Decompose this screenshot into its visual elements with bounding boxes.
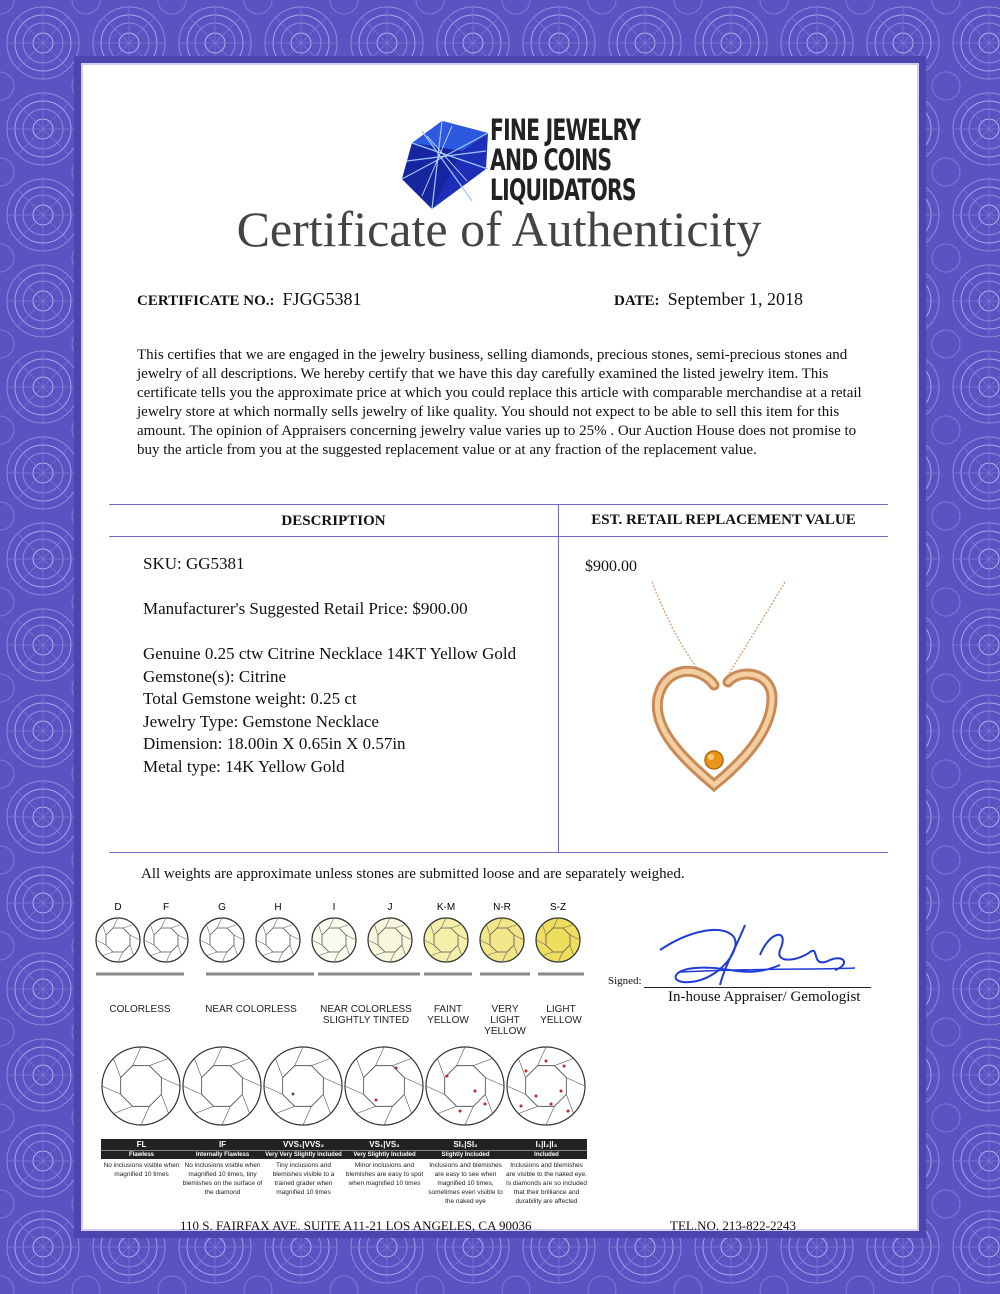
footer-phone: TEL.NO. 213-822-2243: [670, 1218, 797, 1233]
weights-note: All weights are approximate unless stones are submitted loose and are separately weighed.: [141, 866, 685, 882]
clarity-name: Internally Flawless: [182, 1150, 263, 1159]
inclusion-mark: [474, 1090, 477, 1093]
clarity-code: VS₁|VS₂: [344, 1139, 425, 1150]
logo-wordmark: [490, 115, 640, 205]
inclusion-mark: [395, 1067, 398, 1070]
clarity-grade: [182, 1139, 263, 1197]
logo-line-1: FINE JEWELRY: [490, 113, 641, 147]
inclusion-mark: [484, 1103, 487, 1106]
clarity-grade: [506, 1139, 587, 1206]
inclusion-mark: [545, 1060, 548, 1063]
table-header-rule: [109, 536, 888, 537]
detail-line: Metal type: 14K Yellow Gold: [143, 756, 345, 776]
inclusion-mark: [560, 1090, 563, 1093]
clarity-name: Included: [506, 1150, 587, 1159]
detail-line: Jewelry Type: Gemstone Necklace: [143, 711, 379, 731]
certificate-number-label: CERTIFICATE NO.:: [137, 293, 275, 309]
color-grade-label: I: [332, 902, 336, 913]
inclusion-mark: [459, 1110, 462, 1113]
inclusion-mark: [550, 1103, 553, 1106]
color-category-label: NEAR COLORLESS SLIGHTLY TINTED: [320, 1004, 412, 1026]
clarity-code: IF: [182, 1139, 263, 1150]
inclusion-mark: [520, 1105, 523, 1108]
clarity-description: Tiny inclusions and blemishes visible to a trained grader when magnified 10 times: [272, 1162, 335, 1196]
color-category-label: NEAR COLORLESS: [205, 1004, 297, 1015]
color-category-label: VERY LIGHT YELLOW: [484, 1004, 526, 1037]
clarity-description: Inclusions and blemishes are easy to see when magnified 10 times, sometimes even visible to the naked eye: [428, 1162, 503, 1205]
color-grade-gems: [90, 898, 590, 978]
color-grade-label: S-Z: [549, 902, 567, 913]
color-grade-label: F: [162, 902, 170, 913]
detail-line: Total Gemstone weight: 0.25 ct: [143, 689, 357, 708]
color-category-label: FAINT YELLOW: [427, 1004, 469, 1026]
color-category-label: COLORLESS: [109, 1004, 171, 1015]
signed-label: Signed:: [608, 975, 642, 987]
clarity-description: No inclusions visible when magnified 10 times, tiny blemishes on the surface of the diamond: [182, 1162, 263, 1196]
clarity-code: I₁|I₂|I₃: [506, 1139, 587, 1150]
color-grade-label: H: [274, 902, 282, 913]
detail-line: Gemstone(s): Citrine: [143, 666, 287, 686]
sku: SKU: GG5381: [143, 554, 245, 573]
clarity-grade: [101, 1139, 182, 1179]
certificate-number: FJGG5381: [282, 289, 362, 309]
color-grade-label: J: [387, 902, 393, 913]
color-grade-label: D: [114, 902, 122, 913]
logo-line-3: LIQUIDATORS: [490, 173, 636, 207]
detail-line: Dimension: 18.00in X 0.65in X 0.57in: [143, 734, 406, 753]
item-details: [143, 643, 516, 778]
clarity-code: FL: [101, 1139, 182, 1150]
signature-line: [644, 987, 871, 988]
clarity-name: Very Slightly Included: [344, 1150, 425, 1159]
clarity-code: SI₁|SI₂: [425, 1139, 506, 1150]
clarity-code: VVS₁|VVS₂: [263, 1139, 344, 1150]
gem-logo-icon: [402, 121, 490, 211]
date-label: DATE:: [614, 293, 660, 309]
inclusion-mark: [292, 1093, 295, 1096]
inclusion-mark: [375, 1099, 378, 1102]
intro-paragraph: This certifies that we are engaged in the jewelry business, selling diamonds, precious stones, semi-precious stones and jewelry of all descriptions. We hereby certify that we have this day carefully examined the listed jewelry item. This certificate tells you the approximate price at which you could replace this article with comparable merchandise at a retail jewelry store at which normally sells jewelry of like quality. You should not expect to be able to sell this item for this amount. The opinion of Appraisers concerning jewelry value varies up to 25% . Our Auction House does not promise to buy the article from you at the suggested replacement value or at any fraction of the replacement value.: [137, 347, 862, 458]
replacement-value: $900.00: [585, 558, 637, 575]
clarity-description: No inclusions visible when magnified 10 times: [103, 1162, 180, 1178]
color-grade-label: G: [218, 902, 226, 913]
clarity-name: Flawless: [101, 1150, 182, 1159]
certificate-sheet: [90, 70, 908, 1220]
color-grade-label: N-R: [493, 902, 511, 913]
certificate-date: September 1, 2018: [667, 289, 804, 309]
color-grade-scale: [90, 898, 590, 1018]
color-category-label: LIGHT YELLOW: [540, 1004, 582, 1026]
msrp: Manufacturer's Suggested Retail Price: $900.00: [143, 599, 468, 618]
appraiser-title: In-house Appraiser/ Gemologist: [668, 989, 861, 1005]
color-grade-label: K-M: [436, 902, 456, 913]
date-row: [614, 289, 803, 310]
detail-line: Genuine 0.25 ctw Citrine Necklace 14KT Yellow Gold: [143, 644, 517, 663]
table-column-divider: [558, 504, 559, 852]
clarity-description: Inclusions and blemishes are visible to the naked eye. Is diamonds are so included that their brilliance and durability are affected: [506, 1162, 587, 1205]
inclusion-mark: [563, 1065, 566, 1068]
certificate-number-row: [137, 289, 362, 310]
inclusion-mark: [446, 1075, 449, 1078]
value-header: EST. RETAIL REPLACEMENT VALUE: [591, 512, 856, 528]
clarity-grade: [263, 1139, 344, 1197]
clarity-grade: [344, 1139, 425, 1188]
clarity-grade: [425, 1139, 506, 1206]
table-bottom-rule: [109, 852, 888, 853]
inclusion-mark: [535, 1095, 538, 1098]
inclusion-mark: [525, 1070, 528, 1073]
clarity-description: Minor inclusions and blemishes are easy to spot when magnified 10 times: [345, 1162, 424, 1187]
clarity-name: Slightly Included: [425, 1150, 506, 1159]
footer-address: 110 S. FAIRFAX AVE. SUITE A11-21 LOS ANGELES, CA 90036: [180, 1218, 532, 1233]
clarity-diagrams: [90, 1034, 590, 1138]
necklace-image: [630, 580, 800, 810]
description-header: DESCRIPTION: [281, 513, 386, 529]
logo-line-2: AND COINS: [490, 143, 612, 177]
certificate-title: Certificate of Authenticity: [236, 201, 762, 257]
clarity-name: Very Very Slightly Included: [263, 1150, 344, 1159]
table-top-rule: [109, 504, 888, 505]
inclusion-mark: [567, 1110, 570, 1113]
